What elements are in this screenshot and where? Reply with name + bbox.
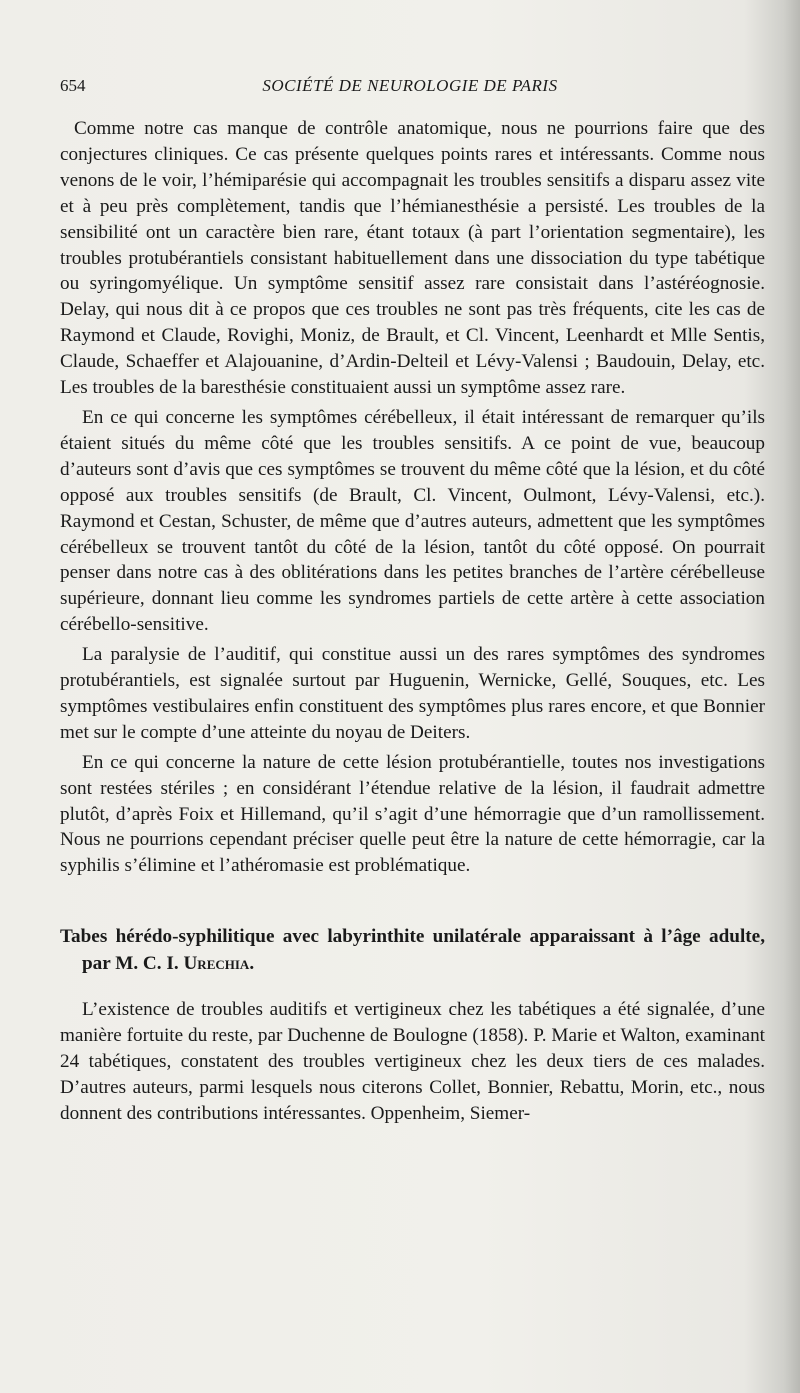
article-author: Urechia. (183, 953, 255, 975)
running-title: SOCIÉTÉ DE NEUROLOGIE DE PARIS (262, 76, 558, 95)
paragraph-auditory-paralysis: La paralysie de l’auditif, qui constitue aussi un des rares symptômes des syndromes protubérantiels, est signalée surtout par Huguenin, Wernicke, Gellé, Souques, etc. Les symptômes vestibulaires enfin constituent des symptômes plus rares encore, et que Bonnier met sur le compte d’une atteinte du noyau de Deiters. (60, 644, 765, 743)
page-header (60, 76, 760, 100)
article-heading (60, 923, 765, 977)
article-title: Tabes hérédo-syphilitique avec labyrinthite unilatérale apparaissant à l’âge adulte, (60, 926, 765, 948)
paragraph-anatomical-control: Comme notre cas manque de contrôle anatomique, nous ne pourrions faire que des conjectures cliniques. Ce cas présente quelques points rares et intéressants. Comme nous venons de le voir, l’hémiparésie qui accompagnait les troubles sensitifs a disparu assez vite et à peu près complètement, tandis que l’hémianesthésie a persisté. Les troubles de la sensibilité ont un caractère bien rare, étant totaux (à part l’orientation segmentaire), les troubles protubérantiels consistant habituellement dans une dissociation du type tabétique ou syringomyélique. Un symptôme sensitif assez rare consistait dans l’astéréognosie. Delay, qui nous dit à ce propos que ces troubles ne sont pas très fréquents, cite les cas de Raymond et Claude, Rovighi, Moniz, de Brault, et Cl. Vincent, Leenhardt et Mlle Sentis, Claude, Schaeffer et Alajouanine, d’Ardin-Delteil et Lévy-Valensi ; Baudouin, Delay, etc. Les troubles de la baresthésie constituaient aussi un symptôme assez rare. (60, 118, 765, 399)
paragraph-lesion-nature: En ce qui concerne la nature de cette lésion protubérantielle, toutes nos investigations sont restées stériles ; en considérant l’étendue relative de la lésion, il faudrait admettre plutôt, d’après Foix et Hillemand, qu’il s’agit d’une hémorragie que d’un ramollissement. Nous ne pourrions cependant préciser quelle peut être la nature de cette hémorragie, car la syphilis s’élimine et l’athéromasie est problématique. (60, 751, 765, 877)
paragraph-article-intro: L’existence de troubles auditifs et vertigineux chez les tabétiques a été signalée, d’une manière fortuite du reste, par Duchenne de Boulogne (1858). P. Marie et Walton, examinant 24 tabétiques, constatent des troubles vertigineux chez les deux tiers de ces malades. D’autres auteurs, parmi lesquels nous citerons Collet, Bonnier, Rebattu, Morin, etc., nous donnent des contributions intéressantes. Oppenheim, Siemer- (60, 999, 765, 1124)
page-number: 654 (60, 76, 86, 95)
body-text (60, 116, 765, 1131)
paragraph-cerebellar-symptoms: En ce qui concerne les symptômes cérébelleux, il était intéressant de remarquer qu’ils étaient situés du même côté que les troubles sensitifs. A ce point de vue, beaucoup d’auteurs sont d’avis que ces symptômes se trouvent du même côté que la lésion, et du côté opposé aux troubles sensitifs (de Brault, Cl. Vincent, Oulmont, Lévy-Valensi, etc.). Raymond et Cestan, Schuster, de même que d’autres auteurs, admettent que les symptômes cérébelleux se trouvent tantôt du côté de la lésion, tantôt du côté opposé. On pourrait penser dans notre cas à des oblitérations dans les petites branches de l’artère cérébelleuse supérieure, donnant lieu comme les syndromes partiels de cette artère à cette association cérébello-sensitive. (60, 406, 765, 636)
article-byline-prefix: par M. C. I. (82, 953, 179, 975)
